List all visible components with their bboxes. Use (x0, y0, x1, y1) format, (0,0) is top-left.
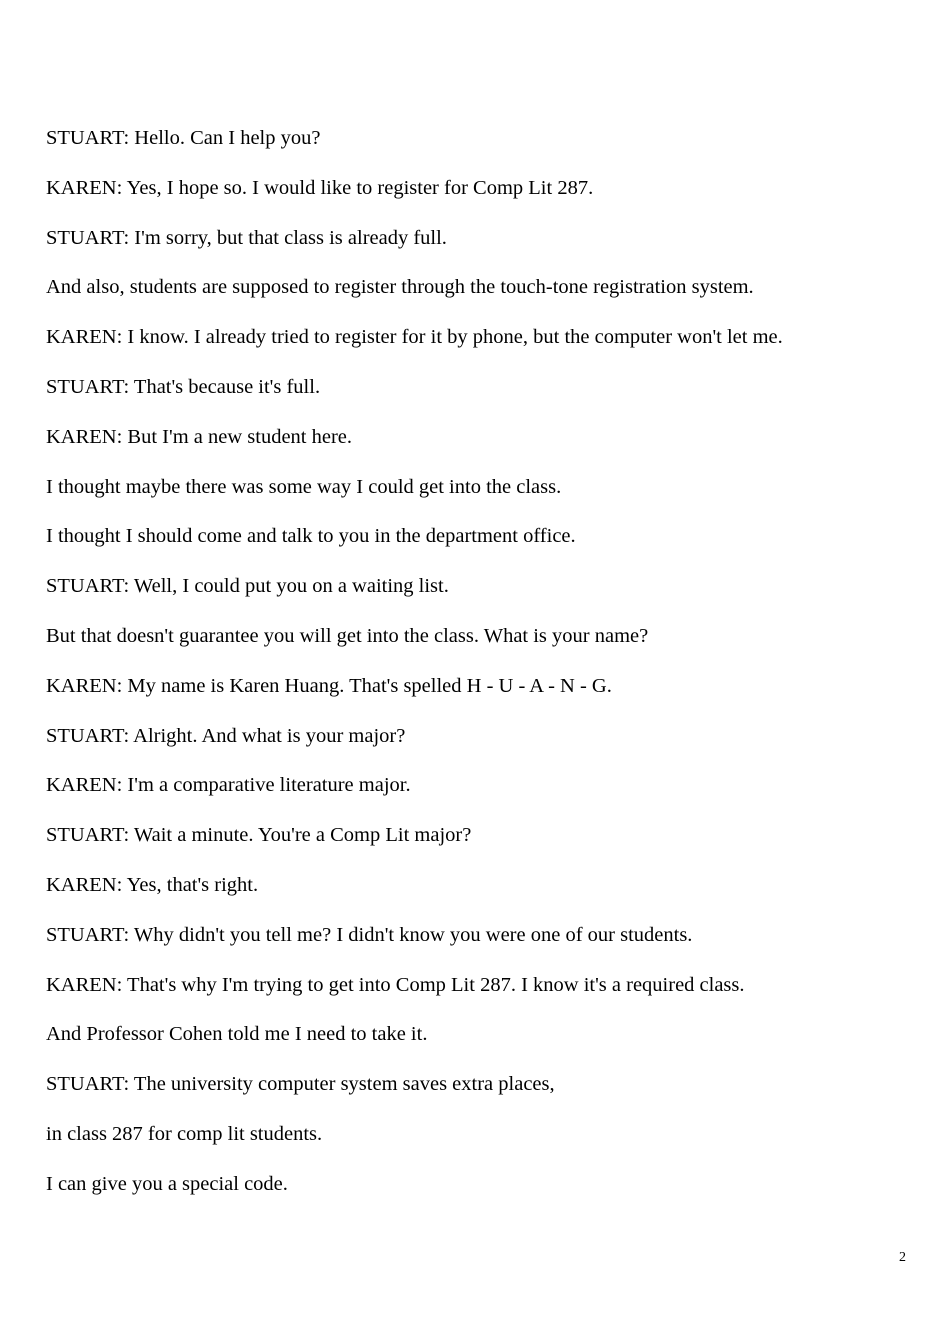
transcript-line: STUART: Alright. And what is your major? (46, 724, 406, 747)
transcript-body (46, 124, 783, 1220)
transcript-line: KAREN: But I'm a new student here. (46, 425, 353, 448)
transcript-line: STUART: Wait a minute. You're a Comp Lit major? (46, 824, 472, 847)
transcript-line: I can give you a special code. (46, 1172, 288, 1195)
transcript-line: KAREN: Yes, I hope so. I would like to register for Comp Lit 287. (46, 176, 594, 199)
transcript-line: And Professor Cohen told me I need to take it. (46, 1023, 428, 1046)
transcript-line: STUART: That's because it's full. (46, 375, 321, 398)
transcript-line: in class 287 for comp lit students. (46, 1122, 323, 1145)
transcript-line: STUART: Well, I could put you on a waiting list. (46, 575, 449, 598)
page-number: 2 (899, 1250, 906, 1265)
transcript-line: I thought maybe there was some way I could get into the class. (46, 475, 562, 498)
transcript-line: STUART: The university computer system saves extra places, (46, 1073, 555, 1096)
transcript-line: STUART: I'm sorry, but that class is already full. (46, 226, 447, 249)
transcript-line: KAREN: That's why I'm trying to get into Comp Lit 287. I know it's a required class. (46, 973, 745, 996)
transcript-line: I thought I should come and talk to you in the department office. (46, 525, 576, 548)
transcript-line: But that doesn't guarantee you will get into the class. What is your name? (46, 624, 649, 647)
transcript-line: KAREN: My name is Karen Huang. That's spelled H - U - A - N - G. (46, 674, 612, 697)
transcript-line: KAREN: Yes, that's right. (46, 873, 259, 896)
transcript-line: STUART: Hello. Can I help you? (46, 127, 321, 149)
transcript-line: KAREN: I'm a comparative literature major. (46, 774, 411, 797)
transcript-line: KAREN: I know. I already tried to register for it by phone, but the computer won't let me. (46, 326, 783, 349)
transcript-line: STUART: Why didn't you tell me? I didn't know you were one of our students. (46, 923, 693, 946)
transcript-line: And also, students are supposed to register through the touch-tone registration system. (46, 276, 754, 299)
